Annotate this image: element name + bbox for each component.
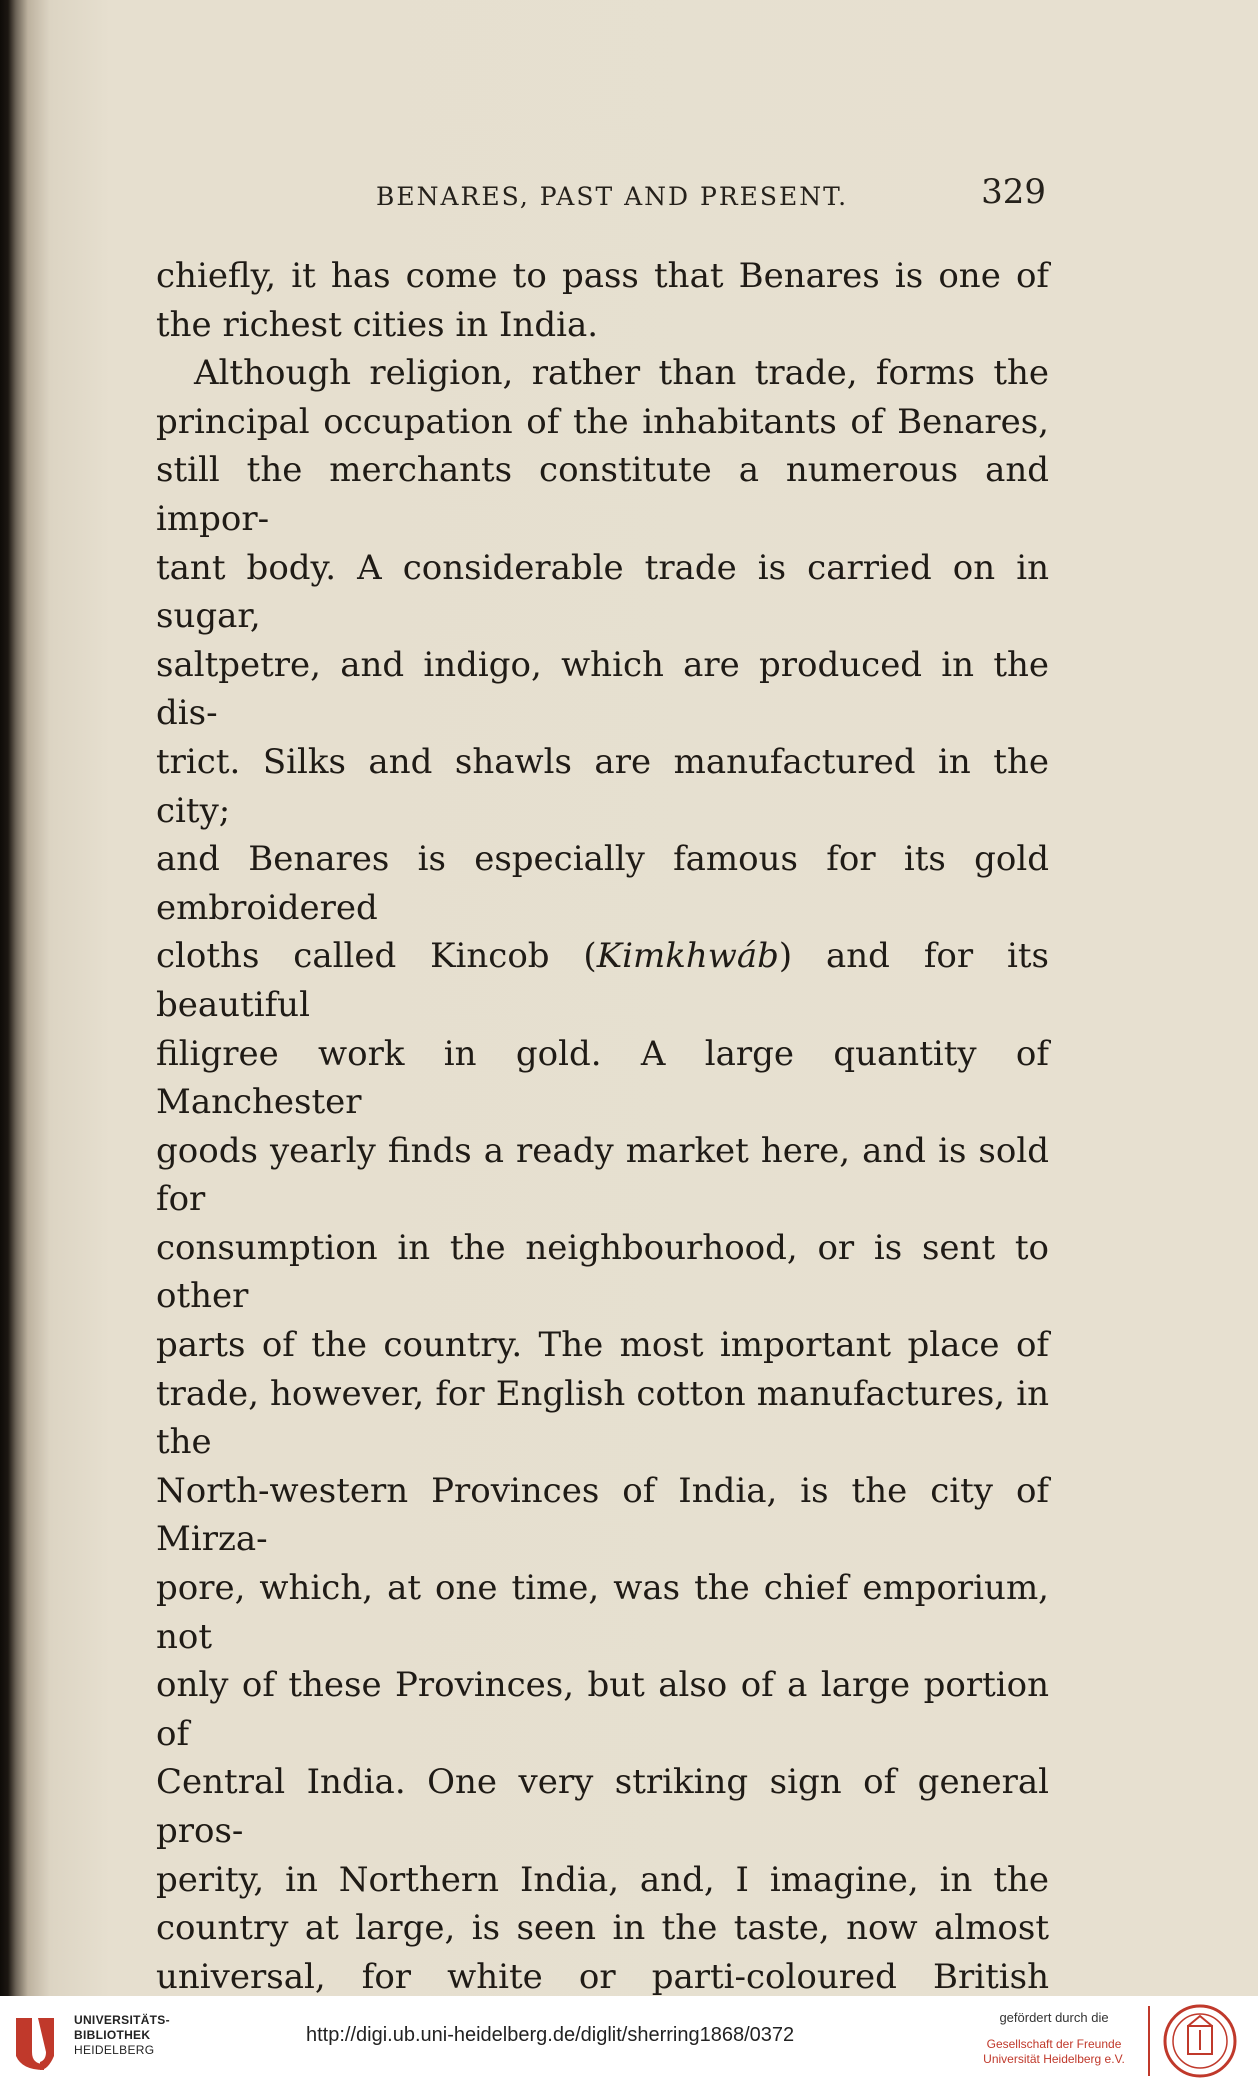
sponsor-name-line: Universität Heidelberg e.V. xyxy=(983,2052,1125,2066)
text-segment: cloths called Kincob ( xyxy=(156,936,597,977)
text-line: goods yearly finds a ready market here, and is sold for xyxy=(156,1130,1049,1220)
text-line: only of these Provinces, but also of a large portion of xyxy=(156,1665,1049,1754)
permalink-url[interactable]: http://digi.ub.uni-heidelberg.de/diglit/sherring1868/0372 xyxy=(306,2024,795,2046)
italic-term: Kimkhwáb xyxy=(596,936,779,977)
text-line: perity, in Northern India, and, I imagine, in the xyxy=(156,1859,1049,1900)
body-text xyxy=(156,252,1049,1996)
sponsor-name-line: Gesellschaft der Freunde xyxy=(986,2037,1122,2051)
library-name-line: BIBLIOTHEK xyxy=(74,2028,151,2042)
text-line: parts of the country. The most important place of xyxy=(156,1325,1049,1366)
text-line: and Benares is especially famous for its gold embroidered xyxy=(156,839,1049,928)
divider xyxy=(1148,2006,1150,2076)
text-line: still the merchants constitute a numerous and impor- xyxy=(156,450,1049,539)
text-line: North-western Provinces of India, is the city of Mirza- xyxy=(156,1470,1049,1560)
text-line: Although religion, rather than trade, forms the xyxy=(194,353,1049,394)
text-line: country at large, is seen in the taste, now almost xyxy=(156,1908,1049,1949)
library-name-line: UNIVERSITÄTS- xyxy=(74,2013,170,2027)
running-title: BENARES, PAST AND PRESENT. xyxy=(376,182,849,211)
page-number: 329 xyxy=(981,172,1046,212)
digitization-footer xyxy=(0,1996,1258,2084)
text-line xyxy=(156,932,1049,1029)
sponsor-name xyxy=(974,2037,1134,2067)
sponsor-label: gefördert durch die xyxy=(999,2010,1109,2025)
library-name-line: HEIDELBERG xyxy=(74,2043,155,2057)
running-head xyxy=(376,172,1046,216)
text-line: universal, for white or parti-coloured British xyxy=(156,1956,1049,1996)
university-seal-icon xyxy=(1158,2002,1242,2080)
text-line: chiefly, it has come to pass that Benares is one of xyxy=(156,256,1049,296)
text-line: the richest cities in India. xyxy=(156,304,599,345)
university-library-logo-icon xyxy=(10,2012,66,2072)
text-line: pore, which, at one time, was the chief emporium, not xyxy=(156,1568,1049,1657)
text-line: filigree work in gold. A large quantity of Manchester xyxy=(156,1033,1049,1123)
text-segment: ) and for its beautiful xyxy=(156,936,1049,1025)
text-line: trict. Silks and shawls are manufactured in the city; xyxy=(156,741,1049,831)
sponsor-block xyxy=(974,2010,1134,2067)
text-line: trade, however, for English cotton manufactures, in the xyxy=(156,1373,1049,1463)
text-line: tant body. A considerable trade is carried on in sugar, xyxy=(156,547,1049,637)
text-line: saltpetre, and indigo, which are produced in the dis- xyxy=(156,644,1049,734)
text-line: principal occupation of the inhabitants of Benares, xyxy=(156,401,1049,442)
text-line: consumption in the neighbourhood, or is sent to other xyxy=(156,1227,1049,1317)
text-line: Central India. One very striking sign of general pros- xyxy=(156,1762,1049,1851)
library-name xyxy=(74,2013,170,2058)
